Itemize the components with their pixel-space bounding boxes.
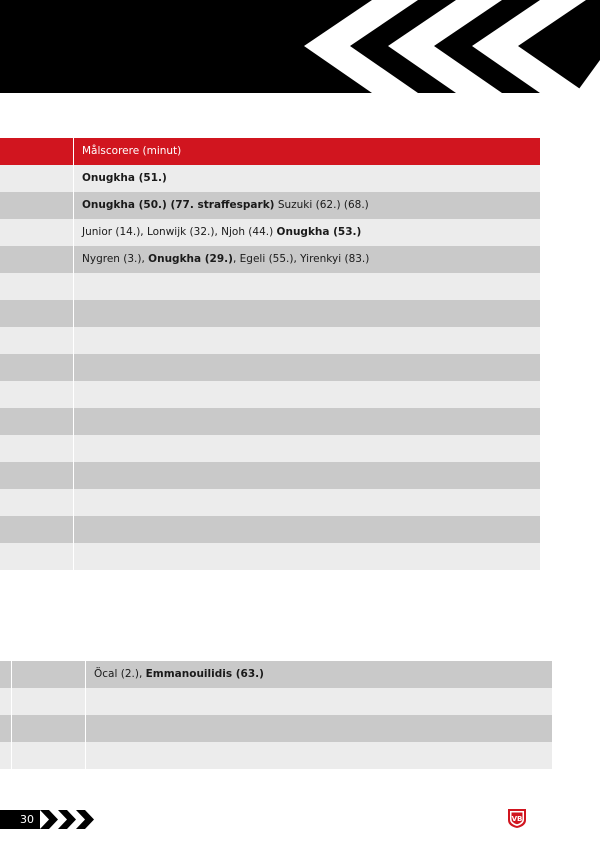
table-row (0, 462, 540, 489)
scorers-table (0, 138, 540, 570)
table-cell-scorers (74, 246, 540, 273)
table-cell-empty (0, 435, 74, 462)
table-cell-scorers (74, 192, 540, 219)
table-cell-edge (0, 742, 12, 769)
table-cell-empty (0, 273, 74, 300)
table-cell-scorers (74, 300, 540, 327)
table-cell-empty (0, 192, 74, 219)
scorer-text: Suzuki (62.) (68.) (274, 199, 369, 211)
table-cell-empty (0, 408, 74, 435)
table-cell-empty (0, 300, 74, 327)
table-cell-scorers (86, 688, 552, 715)
header-banner (0, 0, 600, 93)
table-row (0, 715, 552, 742)
table-cell-empty (0, 381, 74, 408)
table-cell-scorers (74, 381, 540, 408)
scorer-text: Junior (14.), Lonwijk (32.), Njoh (44.) (82, 226, 277, 238)
table-cell-scorers (74, 219, 540, 246)
table-row (0, 543, 540, 570)
table-row (0, 219, 540, 246)
scorer-highlight: Onugkha (29.) (148, 253, 233, 265)
table-cell-empty (0, 516, 74, 543)
table-cell-empty (0, 462, 74, 489)
table-row (0, 661, 552, 688)
header-cell-empty (0, 138, 74, 165)
table-row (0, 246, 540, 273)
table-cell-empty (12, 688, 86, 715)
table-row (0, 192, 540, 219)
table-cell-scorers (74, 543, 540, 570)
table-row (0, 435, 540, 462)
table-row (0, 688, 552, 715)
table-cell-scorers (74, 273, 540, 300)
table-row (0, 381, 540, 408)
table-row (0, 516, 540, 543)
header-cell-scorers: Målscorere (minut) (82, 145, 182, 157)
table-cell-scorers (74, 327, 540, 354)
scorers-table-2 (0, 661, 552, 769)
scorer-highlight: Onugkha (50.) (77. straffespark) (82, 199, 275, 211)
table-row (0, 300, 540, 327)
scorer-highlight: Onugkha (53.) (276, 226, 362, 238)
table-cell-scorers (86, 661, 552, 688)
table-row (0, 327, 540, 354)
triple-chevron-right-icon (40, 810, 98, 829)
table-cell-empty (12, 715, 86, 742)
table-row (0, 489, 540, 516)
table-cell-scorers (74, 516, 540, 543)
table-cell-scorers (74, 435, 540, 462)
table-cell-empty (0, 246, 74, 273)
table-cell-scorers (86, 742, 552, 769)
table-body (0, 165, 540, 570)
club-crest-icon (506, 807, 528, 829)
table-cell-empty (0, 165, 74, 192)
scorer-highlight: Emmanouilidis (63.) (145, 668, 264, 680)
table-body-2 (0, 661, 552, 769)
table-cell-scorers (86, 715, 552, 742)
table-cell-empty (0, 354, 74, 381)
scorer-text: Öcal (2.), (94, 668, 146, 680)
table-cell-empty (12, 742, 86, 769)
scorer-text: , Egeli (55.), Yirenkyi (83.) (232, 253, 370, 265)
table-cell-edge (0, 688, 12, 715)
table-row (0, 408, 540, 435)
scorer-highlight: Onugkha (51.) (82, 172, 167, 184)
table-cell-scorers (74, 354, 540, 381)
table-header-row (0, 138, 540, 165)
table-cell-scorers (74, 462, 540, 489)
table-cell-edge (0, 715, 12, 742)
table-cell-empty (0, 543, 74, 570)
table-cell-scorers (74, 408, 540, 435)
table-cell-scorers (74, 489, 540, 516)
table-row (0, 354, 540, 381)
table-cell-edge (0, 661, 12, 688)
table-row (0, 165, 540, 192)
table-cell-empty (0, 489, 74, 516)
table-row (0, 273, 540, 300)
table-cell-scorers (74, 165, 540, 192)
scorer-text: Nygren (3.), (82, 253, 149, 265)
table-row (0, 742, 552, 769)
page-number: 30 (0, 810, 40, 829)
table-cell-empty (0, 219, 74, 246)
club-crest-letters: VB (511, 815, 523, 823)
table-cell-empty (12, 661, 86, 688)
table-cell-empty (0, 327, 74, 354)
